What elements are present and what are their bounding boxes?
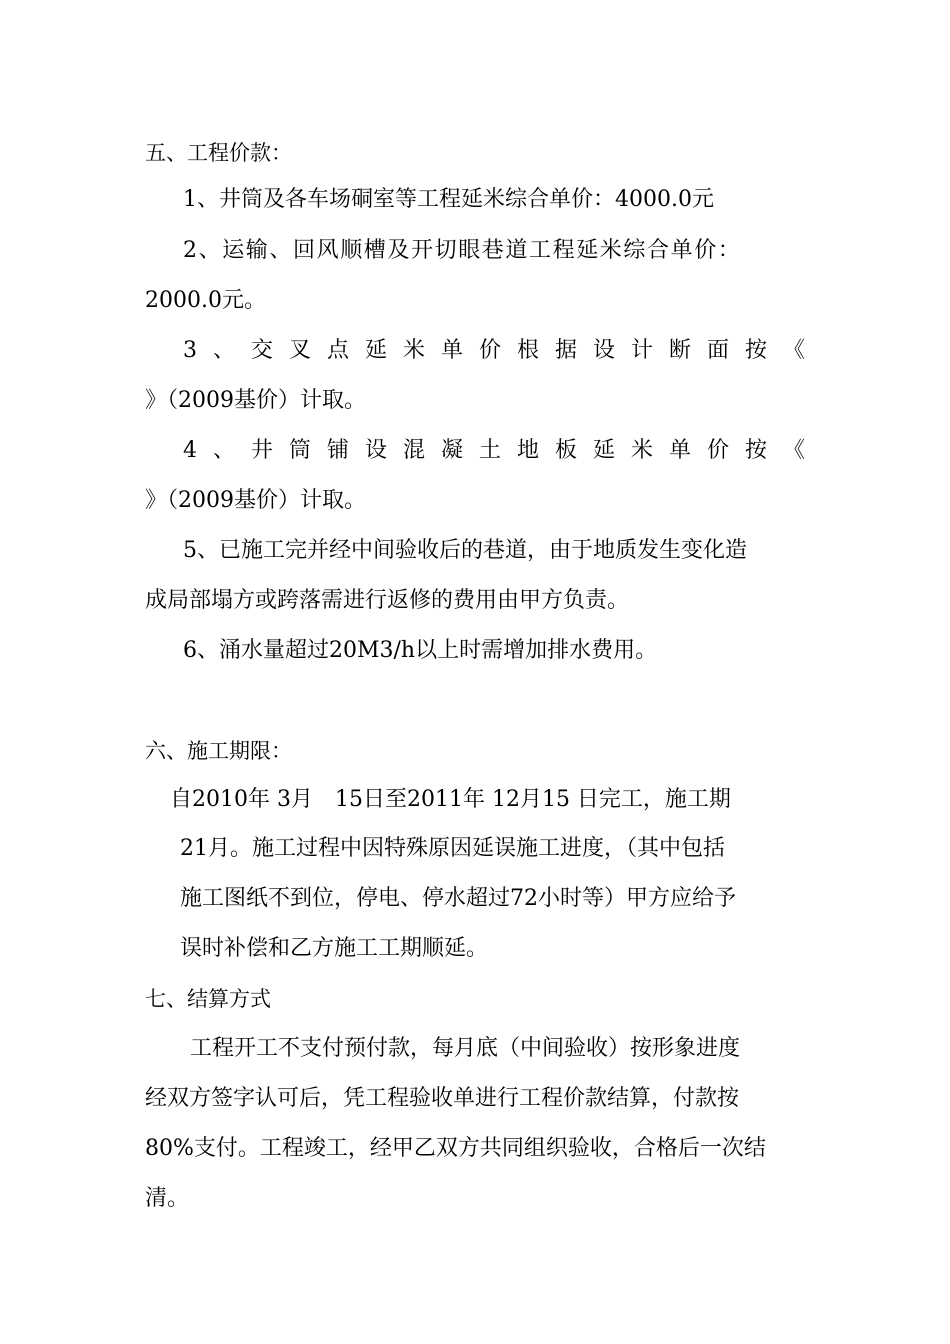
settlement-line-1: 工程开工不支付预付款，每月底（中间验收）按形象进度 (190, 1036, 741, 1061)
schedule-line-1: 自2010年 3月 15日至2011年 12月15 日完工，施工期 (170, 787, 731, 812)
settlement-line-3: 80%支付。工程竣工，经甲乙双方共同组织验收，合格后一次结 (145, 1136, 766, 1161)
price-item-5: 5、已施工完并经中间验收后的巷道，由于地质发生变化造 (183, 538, 747, 563)
section-heading-price: 五、工程价款： (145, 141, 292, 165)
price-item-3-cont: 》（2009基价）计取。 (145, 388, 366, 413)
schedule-line-3: 施工图纸不到位，停电、停水超过72小时等）甲方应给予 (180, 886, 736, 911)
price-item-2-cont: 2000.0元。 (145, 288, 266, 313)
section-heading-settlement: 七、结算方式 (145, 987, 271, 1011)
price-item-1: 1、井筒及各车场硐室等工程延米综合单价：4000.0元 (183, 187, 714, 212)
price-item-4-cont: 》（2009基价）计取。 (145, 488, 366, 513)
schedule-line-2: 21月。施工过程中因特殊原因延误施工进度，（其中包括 (180, 836, 725, 861)
price-item-5-cont: 成局部塌方或跨落需进行返修的费用由甲方负责。 (145, 588, 630, 613)
price-item-6: 6、涌水量超过20M3/h以上时需增加排水费用。 (183, 638, 658, 663)
section-heading-schedule: 六、施工期限： (145, 739, 292, 763)
schedule-line-4: 误时补偿和乙方施工工期顺延。 (180, 936, 489, 961)
price-item-3: 3 、 交 叉 点 延 米 单 价 根 据 设 计 断 面 按 《 (183, 338, 805, 363)
settlement-line-2: 经双方签字认可后，凭工程验收单进行工程价款结算，付款按 (145, 1086, 740, 1111)
settlement-line-4: 清。 (145, 1186, 190, 1211)
price-item-4: 4 、 井 筒 铺 设 混 凝 土 地 板 延 米 单 价 按 《 (183, 438, 805, 463)
price-item-2: 2、运输、回风顺槽及开切眼巷道工程延米综合单价： (183, 238, 742, 263)
